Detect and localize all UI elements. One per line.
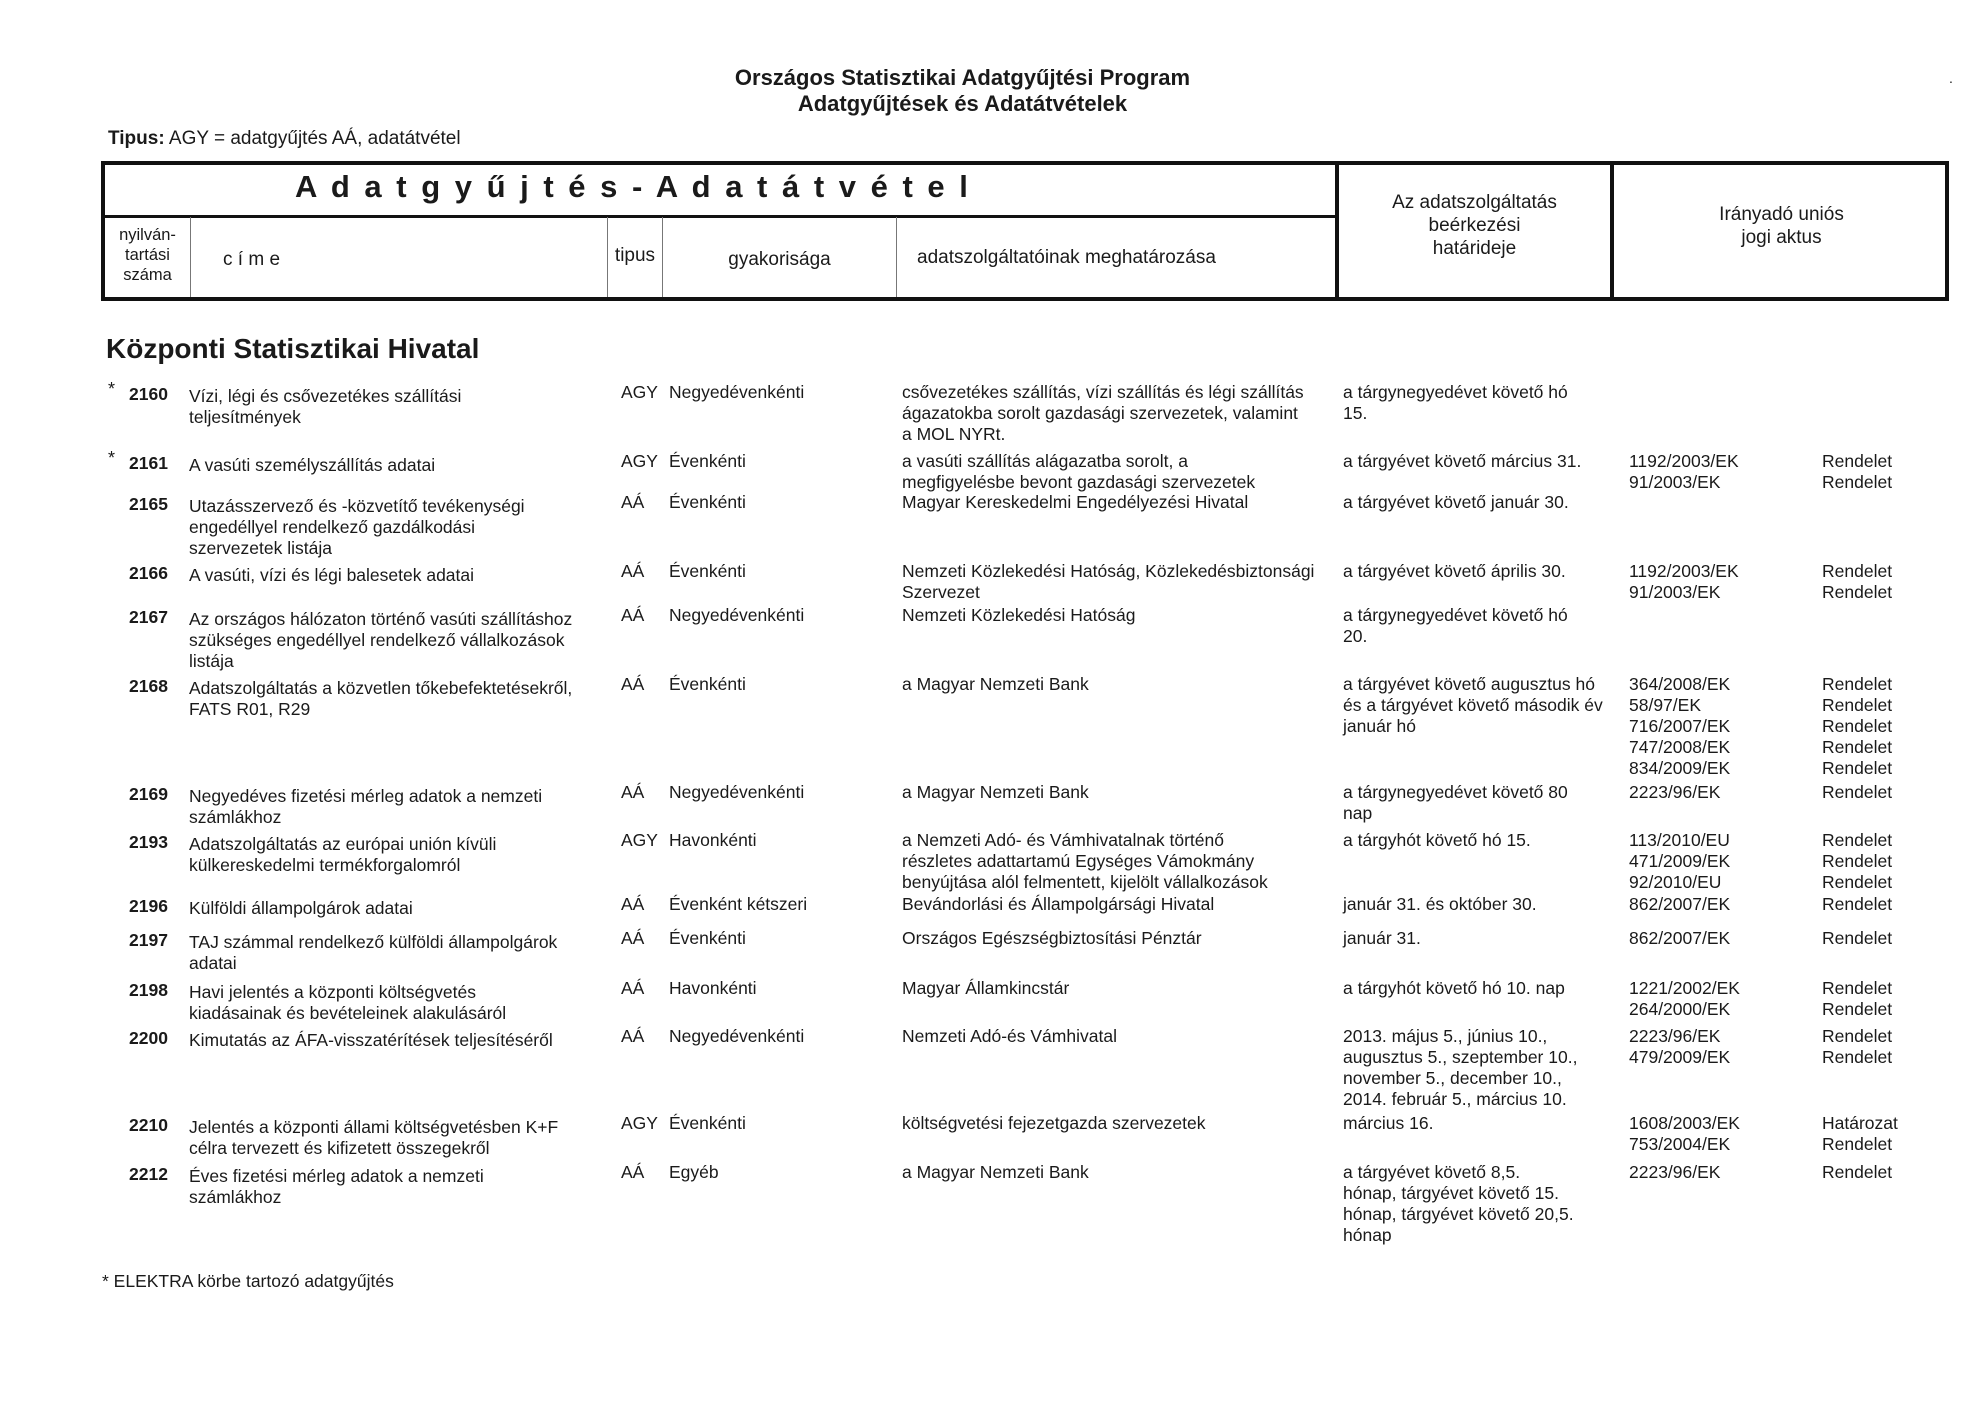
row-providers-line: a Magyar Nemzeti Bank bbox=[902, 1162, 1089, 1182]
row-acts bbox=[1629, 894, 1789, 915]
row-providers-line: Országos Egészségbiztosítási Pénztár bbox=[902, 928, 1202, 948]
row-number: 2198 bbox=[129, 980, 168, 1000]
row-providers bbox=[902, 928, 1342, 949]
row-providers bbox=[902, 978, 1342, 999]
row-acts-line: 716/2007/EK bbox=[1629, 716, 1731, 736]
row-acttypes-line: Rendelet bbox=[1822, 928, 1893, 948]
row-deadline-line: hónap, tárgyévet követő 20,5. bbox=[1343, 1204, 1574, 1224]
row-deadline-line: augusztus 5., szeptember 10., bbox=[1343, 1047, 1578, 1067]
row-deadline-line: a tárgyévet követő március 31. bbox=[1343, 451, 1582, 471]
row-title-line: A vasúti, vízi és légi balesetek adatai bbox=[189, 565, 475, 585]
group-title: A d a t g y ű j t é s - A d a t á t v é t e l bbox=[295, 169, 970, 204]
row-acts-line: 2223/96/EK bbox=[1629, 1162, 1721, 1182]
row-deadline bbox=[1343, 830, 1633, 851]
row-title-line: Éves fizetési mérleg adatok a nemzeti bbox=[189, 1166, 484, 1186]
row-providers-line: a Magyar Nemzeti Bank bbox=[902, 782, 1089, 802]
row-deadline-line: nap bbox=[1343, 803, 1373, 823]
row-number: 2197 bbox=[129, 930, 168, 950]
row-providers bbox=[902, 492, 1342, 513]
row-acts bbox=[1629, 1162, 1789, 1183]
row-acttypes-line: Rendelet bbox=[1822, 851, 1893, 871]
corner-mark: . bbox=[1949, 70, 1953, 86]
row-deadline bbox=[1343, 451, 1633, 472]
row-deadline-line: 20. bbox=[1343, 626, 1368, 646]
row-acts-line: 471/2009/EK bbox=[1629, 851, 1731, 871]
row-acttypes-line: Rendelet bbox=[1822, 999, 1893, 1019]
row-acttypes bbox=[1822, 978, 1922, 1020]
elektra-star: * bbox=[108, 448, 116, 468]
row-freq: Évenkénti bbox=[669, 674, 746, 694]
row-title bbox=[189, 1166, 609, 1208]
row-deadline-line: a tárgynegyedévet követő hó bbox=[1343, 605, 1568, 625]
row-acttypes bbox=[1822, 1162, 1922, 1183]
row-providers-line: Nemzeti Adó-és Vámhivatal bbox=[902, 1026, 1117, 1046]
row-providers bbox=[902, 782, 1342, 803]
row-deadline bbox=[1343, 382, 1633, 424]
row-deadline bbox=[1343, 492, 1633, 513]
row-acts bbox=[1629, 561, 1789, 603]
row-acts-line: 1192/2003/EK bbox=[1629, 451, 1739, 471]
row-acttypes-line: Határozat bbox=[1822, 1113, 1898, 1133]
col-header-num: nyilván- tartási száma bbox=[119, 226, 176, 284]
section-title: Központi Statisztikai Hivatal bbox=[106, 333, 480, 364]
row-freq: Negyedévenkénti bbox=[669, 782, 805, 802]
row-acttypes-line: Rendelet bbox=[1822, 872, 1893, 892]
row-deadline-line: január hó bbox=[1343, 716, 1416, 736]
row-providers-line: megfigyelésbe bevont gazdasági szervezetek bbox=[902, 472, 1256, 492]
elektra-star: * bbox=[108, 379, 116, 399]
row-number: 2167 bbox=[129, 607, 168, 627]
row-acts bbox=[1629, 1026, 1789, 1068]
row-deadline-line: január 31. bbox=[1343, 928, 1421, 948]
row-acttypes bbox=[1822, 830, 1922, 893]
row-title-line: A vasúti személyszállítás adatai bbox=[189, 455, 436, 475]
row-title-line: Havi jelentés a központi költségvetés bbox=[189, 982, 476, 1002]
row-number: 2212 bbox=[129, 1164, 168, 1184]
row-title-line: Adatszolgáltatás az európai unión kívüli bbox=[189, 834, 497, 854]
row-freq: Évenkénti bbox=[669, 928, 746, 948]
row-acts-line: 91/2003/EK bbox=[1629, 582, 1721, 602]
row-acts-line: 58/97/EK bbox=[1629, 695, 1701, 715]
row-number: 2169 bbox=[129, 784, 168, 804]
row-providers-line: költségvetési fejezetgazda szervezetek bbox=[902, 1113, 1206, 1133]
row-providers-line: csővezetékes szállítás, vízi szállítás és légi szállítás bbox=[902, 382, 1304, 402]
row-acts-line: 1608/2003/EK bbox=[1629, 1113, 1740, 1133]
row-acttypes-line: Rendelet bbox=[1822, 451, 1893, 471]
row-title-line: célra tervezett és kifizetett összegekről bbox=[189, 1138, 490, 1158]
row-providers bbox=[902, 382, 1342, 445]
row-deadline bbox=[1343, 978, 1633, 999]
row-type: AÁ bbox=[621, 561, 645, 581]
row-acttypes-line: Rendelet bbox=[1822, 894, 1893, 914]
row-title bbox=[189, 834, 609, 876]
row-number: 2193 bbox=[129, 832, 168, 852]
row-title-line: Az országos hálózaton történő vasúti szállításhoz bbox=[189, 609, 573, 629]
row-title-line: kiadásainak és bevételeinek alakulásáról bbox=[189, 1003, 507, 1023]
row-title-line: listája bbox=[189, 651, 234, 671]
row-acts-line: 753/2004/EK bbox=[1629, 1134, 1731, 1154]
row-type: AGY bbox=[621, 830, 658, 850]
row-title-line: Negyedéves fizetési mérleg adatok a nemzeti bbox=[189, 786, 543, 806]
row-number: 2210 bbox=[129, 1115, 168, 1135]
col-header-title: c í m e bbox=[223, 249, 281, 270]
row-title-line: szükséges engedéllyel rendelkező vállalkozások bbox=[189, 630, 565, 650]
row-acts-line: 264/2000/EK bbox=[1629, 999, 1731, 1019]
row-title bbox=[189, 1117, 609, 1159]
row-acttypes-line: Rendelet bbox=[1822, 758, 1893, 778]
row-type: AÁ bbox=[621, 1162, 645, 1182]
row-acts-line: 2223/96/EK bbox=[1629, 1026, 1721, 1046]
row-deadline-line: a tárgynegyedévet követő 80 bbox=[1343, 782, 1568, 802]
row-number: 2196 bbox=[129, 896, 168, 916]
row-title-line: engedéllyel rendelkező gazdálkodási bbox=[189, 517, 476, 537]
row-freq: Negyedévenkénti bbox=[669, 382, 805, 402]
row-deadline-line: a tárgyévet követő augusztus hó bbox=[1343, 674, 1595, 694]
row-acts bbox=[1629, 451, 1789, 493]
row-providers bbox=[902, 605, 1342, 626]
row-acts bbox=[1629, 978, 1789, 1020]
row-deadline-line: a tárgyhót követő hó 10. nap bbox=[1343, 978, 1565, 998]
row-type: AÁ bbox=[621, 605, 645, 625]
row-providers-line: a MOL NYRt. bbox=[902, 424, 1006, 444]
row-number: 2165 bbox=[129, 494, 168, 514]
row-acttypes bbox=[1822, 1113, 1922, 1155]
row-deadline bbox=[1343, 605, 1633, 647]
col-header-type: tipus bbox=[614, 245, 656, 266]
row-title-line: Adatszolgáltatás a közvetlen tőkebefektetésekről, bbox=[189, 678, 573, 698]
row-acttypes bbox=[1822, 928, 1922, 949]
col-header-deadline: Az adatszolgáltatás beérkezési határideje bbox=[1392, 192, 1557, 259]
row-title bbox=[189, 898, 609, 919]
row-title-line: Utazásszervező és -közvetítő tevékenységi bbox=[189, 496, 525, 516]
row-acts bbox=[1629, 928, 1789, 949]
row-providers bbox=[902, 1162, 1342, 1183]
row-acts-line: 364/2008/EK bbox=[1629, 674, 1731, 694]
type-legend-text: AGY = adatgyűjtés AÁ, adatátvétel bbox=[168, 128, 461, 149]
row-providers-line: ágazatokba sorolt gazdasági szervezetek, valamint bbox=[902, 403, 1298, 423]
row-providers bbox=[902, 830, 1342, 893]
row-providers-line: Nemzeti Közlekedési Hatóság bbox=[902, 605, 1136, 625]
row-acts-line: 862/2007/EK bbox=[1629, 928, 1731, 948]
row-deadline-line: a tárgyévet követő január 30. bbox=[1343, 492, 1569, 512]
row-type: AÁ bbox=[621, 928, 645, 948]
row-deadline-line: 15. bbox=[1343, 403, 1368, 423]
row-deadline bbox=[1343, 561, 1633, 582]
row-title bbox=[189, 1030, 609, 1051]
row-acts-line: 113/2010/EU bbox=[1629, 830, 1730, 850]
row-title-line: FATS R01, R29 bbox=[189, 699, 311, 719]
row-freq: Negyedévenkénti bbox=[669, 605, 805, 625]
row-number: 2160 bbox=[129, 384, 168, 404]
col-header-providers: adatszolgáltatóinak meghatározása bbox=[917, 247, 1216, 268]
row-providers bbox=[902, 674, 1342, 695]
row-acttypes-line: Rendelet bbox=[1822, 782, 1893, 802]
row-type: AÁ bbox=[621, 978, 645, 998]
row-providers-line: a Magyar Nemzeti Bank bbox=[902, 674, 1089, 694]
row-acttypes bbox=[1822, 894, 1922, 915]
row-freq: Havonkénti bbox=[669, 978, 757, 998]
row-freq: Negyedévenkénti bbox=[669, 1026, 805, 1046]
row-deadline-line: a tárgyévet követő 8,5. bbox=[1343, 1162, 1521, 1182]
row-deadline bbox=[1343, 782, 1633, 824]
row-acts bbox=[1629, 1113, 1789, 1155]
row-acttypes bbox=[1822, 451, 1922, 493]
row-number: 2168 bbox=[129, 676, 168, 696]
row-acts bbox=[1629, 830, 1789, 893]
row-providers bbox=[902, 1113, 1342, 1134]
row-title-line: számlákhoz bbox=[189, 1187, 282, 1207]
row-deadline bbox=[1343, 1026, 1633, 1110]
row-freq: Évenként kétszeri bbox=[669, 894, 808, 914]
row-deadline-line: 2014. február 5., március 10. bbox=[1343, 1089, 1567, 1109]
row-title bbox=[189, 678, 609, 720]
row-type: AÁ bbox=[621, 674, 645, 694]
row-title-line: teljesítmények bbox=[189, 407, 301, 427]
row-deadline bbox=[1343, 674, 1633, 737]
row-title bbox=[189, 496, 609, 559]
row-acttypes-line: Rendelet bbox=[1822, 674, 1893, 694]
row-acttypes-line: Rendelet bbox=[1822, 1162, 1893, 1182]
row-acttypes-line: Rendelet bbox=[1822, 582, 1893, 602]
row-acttypes-line: Rendelet bbox=[1822, 695, 1893, 715]
row-deadline bbox=[1343, 1113, 1633, 1134]
row-deadline bbox=[1343, 928, 1633, 949]
row-type: AÁ bbox=[621, 782, 645, 802]
row-type: AÁ bbox=[621, 1026, 645, 1046]
row-type: AÁ bbox=[621, 492, 645, 512]
page-subtitle: Adatgyűjtések és Adatátvételek bbox=[797, 91, 1128, 116]
row-deadline-line: március 16. bbox=[1343, 1113, 1434, 1133]
row-number: 2166 bbox=[129, 563, 168, 583]
row-acttypes-line: Rendelet bbox=[1822, 561, 1893, 581]
row-type: AGY bbox=[621, 451, 658, 471]
row-title bbox=[189, 455, 609, 476]
row-acts-line: 92/2010/EU bbox=[1629, 872, 1722, 892]
row-title-line: TAJ számmal rendelkező külföldi állampolgárok bbox=[189, 932, 558, 952]
row-acts-line: 834/2009/EK bbox=[1629, 758, 1731, 778]
row-title-line: Vízi, légi és csővezetékes szállítási bbox=[189, 386, 462, 406]
row-freq: Egyéb bbox=[669, 1162, 719, 1182]
row-title-line: Külföldi állampolgárok adatai bbox=[189, 898, 413, 918]
col-header-eu-act: Irányadó uniós jogi aktus bbox=[1719, 204, 1844, 248]
row-deadline-line: 2013. május 5., június 10., bbox=[1343, 1026, 1548, 1046]
row-number: 2200 bbox=[129, 1028, 168, 1048]
row-title-line: külkereskedelmi termékforgalomról bbox=[189, 855, 461, 875]
row-acttypes-line: Rendelet bbox=[1822, 1134, 1893, 1154]
row-providers bbox=[902, 1026, 1342, 1047]
row-providers bbox=[902, 561, 1342, 603]
row-freq: Évenkénti bbox=[669, 451, 746, 471]
row-acts-line: 1221/2002/EK bbox=[1629, 978, 1740, 998]
row-acts-line: 2223/96/EK bbox=[1629, 782, 1721, 802]
row-title-line: adatai bbox=[189, 953, 237, 973]
row-acttypes-line: Rendelet bbox=[1822, 716, 1893, 736]
row-deadline-line: január 31. és október 30. bbox=[1343, 894, 1537, 914]
row-providers bbox=[902, 894, 1342, 915]
row-providers-line: részletes adattartamú Egységes Vámokmány bbox=[902, 851, 1255, 871]
row-acts-line: 91/2003/EK bbox=[1629, 472, 1721, 492]
row-providers-line: benyújtása alól felmentett, kijelölt vállalkozások bbox=[902, 872, 1268, 892]
row-providers-line: Szervezet bbox=[902, 582, 980, 602]
row-type: AGY bbox=[621, 382, 658, 402]
row-deadline-line: hónap bbox=[1343, 1225, 1392, 1245]
row-title bbox=[189, 786, 609, 828]
row-title bbox=[189, 565, 609, 586]
row-acttypes bbox=[1822, 674, 1922, 779]
row-title-line: Jelentés a központi állami költségvetésben K+F bbox=[189, 1117, 559, 1137]
row-providers-line: Bevándorlási és Állampolgársági Hivatal bbox=[902, 894, 1215, 914]
row-acts bbox=[1629, 782, 1789, 803]
row-acttypes-line: Rendelet bbox=[1822, 737, 1893, 757]
type-legend-label: Tipus: bbox=[108, 128, 165, 149]
row-freq: Évenkénti bbox=[669, 1113, 746, 1133]
row-title bbox=[189, 982, 609, 1024]
row-freq: Havonkénti bbox=[669, 830, 757, 850]
row-title bbox=[189, 609, 609, 672]
row-number: 2161 bbox=[129, 453, 168, 473]
row-deadline-line: a tárgynegyedévet követő hó bbox=[1343, 382, 1568, 402]
row-type: AGY bbox=[621, 1113, 658, 1133]
page-title: Országos Statisztikai Adatgyűjtési Program bbox=[734, 65, 1191, 90]
row-freq: Évenkénti bbox=[669, 492, 746, 512]
row-title-line: szervezetek listája bbox=[189, 538, 332, 558]
row-acttypes bbox=[1822, 1026, 1922, 1068]
row-deadline bbox=[1343, 894, 1633, 915]
row-acts-line: 1192/2003/EK bbox=[1629, 561, 1739, 581]
row-providers-line: Magyar Kereskedelmi Engedélyezési Hivatal bbox=[902, 492, 1249, 512]
row-type: AÁ bbox=[621, 894, 645, 914]
row-acts bbox=[1629, 674, 1789, 779]
row-title-line: számlákhoz bbox=[189, 807, 282, 827]
row-acttypes-line: Rendelet bbox=[1822, 1047, 1893, 1067]
row-deadline-line: a tárgyhót követő hó 15. bbox=[1343, 830, 1531, 850]
row-acttypes-line: Rendelet bbox=[1822, 472, 1893, 492]
row-acttypes-line: Rendelet bbox=[1822, 978, 1893, 998]
row-title bbox=[189, 932, 609, 974]
row-deadline-line: november 5., december 10., bbox=[1343, 1068, 1562, 1088]
row-providers-line: a Nemzeti Adó- és Vámhivatalnak történő bbox=[902, 830, 1224, 850]
row-title-line: Kimutatás az ÁFA-visszatérítések teljesítéséről bbox=[189, 1030, 553, 1050]
row-deadline bbox=[1343, 1162, 1633, 1246]
row-acttypes-line: Rendelet bbox=[1822, 1026, 1893, 1046]
row-acts-line: 479/2009/EK bbox=[1629, 1047, 1731, 1067]
table-header bbox=[101, 161, 1949, 301]
row-providers bbox=[902, 451, 1342, 493]
row-acttypes bbox=[1822, 561, 1922, 603]
row-acts-line: 747/2008/EK bbox=[1629, 737, 1731, 757]
col-header-frequency: gyakorisága bbox=[728, 249, 831, 270]
row-providers-line: Magyar Államkincstár bbox=[902, 978, 1070, 998]
type-legend bbox=[108, 128, 461, 150]
row-deadline-line: a tárgyévet követő április 30. bbox=[1343, 561, 1566, 581]
row-freq: Évenkénti bbox=[669, 561, 746, 581]
row-deadline-line: és a tárgyévet követő második év bbox=[1343, 695, 1603, 715]
row-acttypes-line: Rendelet bbox=[1822, 830, 1893, 850]
row-providers-line: a vasúti szállítás alágazatba sorolt, a bbox=[902, 451, 1188, 471]
footnote: * ELEKTRA körbe tartozó adatgyűjtés bbox=[102, 1271, 394, 1291]
row-acttypes bbox=[1822, 782, 1922, 803]
row-deadline-line: hónap, tárgyévet követő 15. bbox=[1343, 1183, 1559, 1203]
row-title bbox=[189, 386, 609, 428]
row-acts-line: 862/2007/EK bbox=[1629, 894, 1731, 914]
row-providers-line: Nemzeti Közlekedési Hatóság, Közlekedésbiztonsági bbox=[902, 561, 1315, 581]
